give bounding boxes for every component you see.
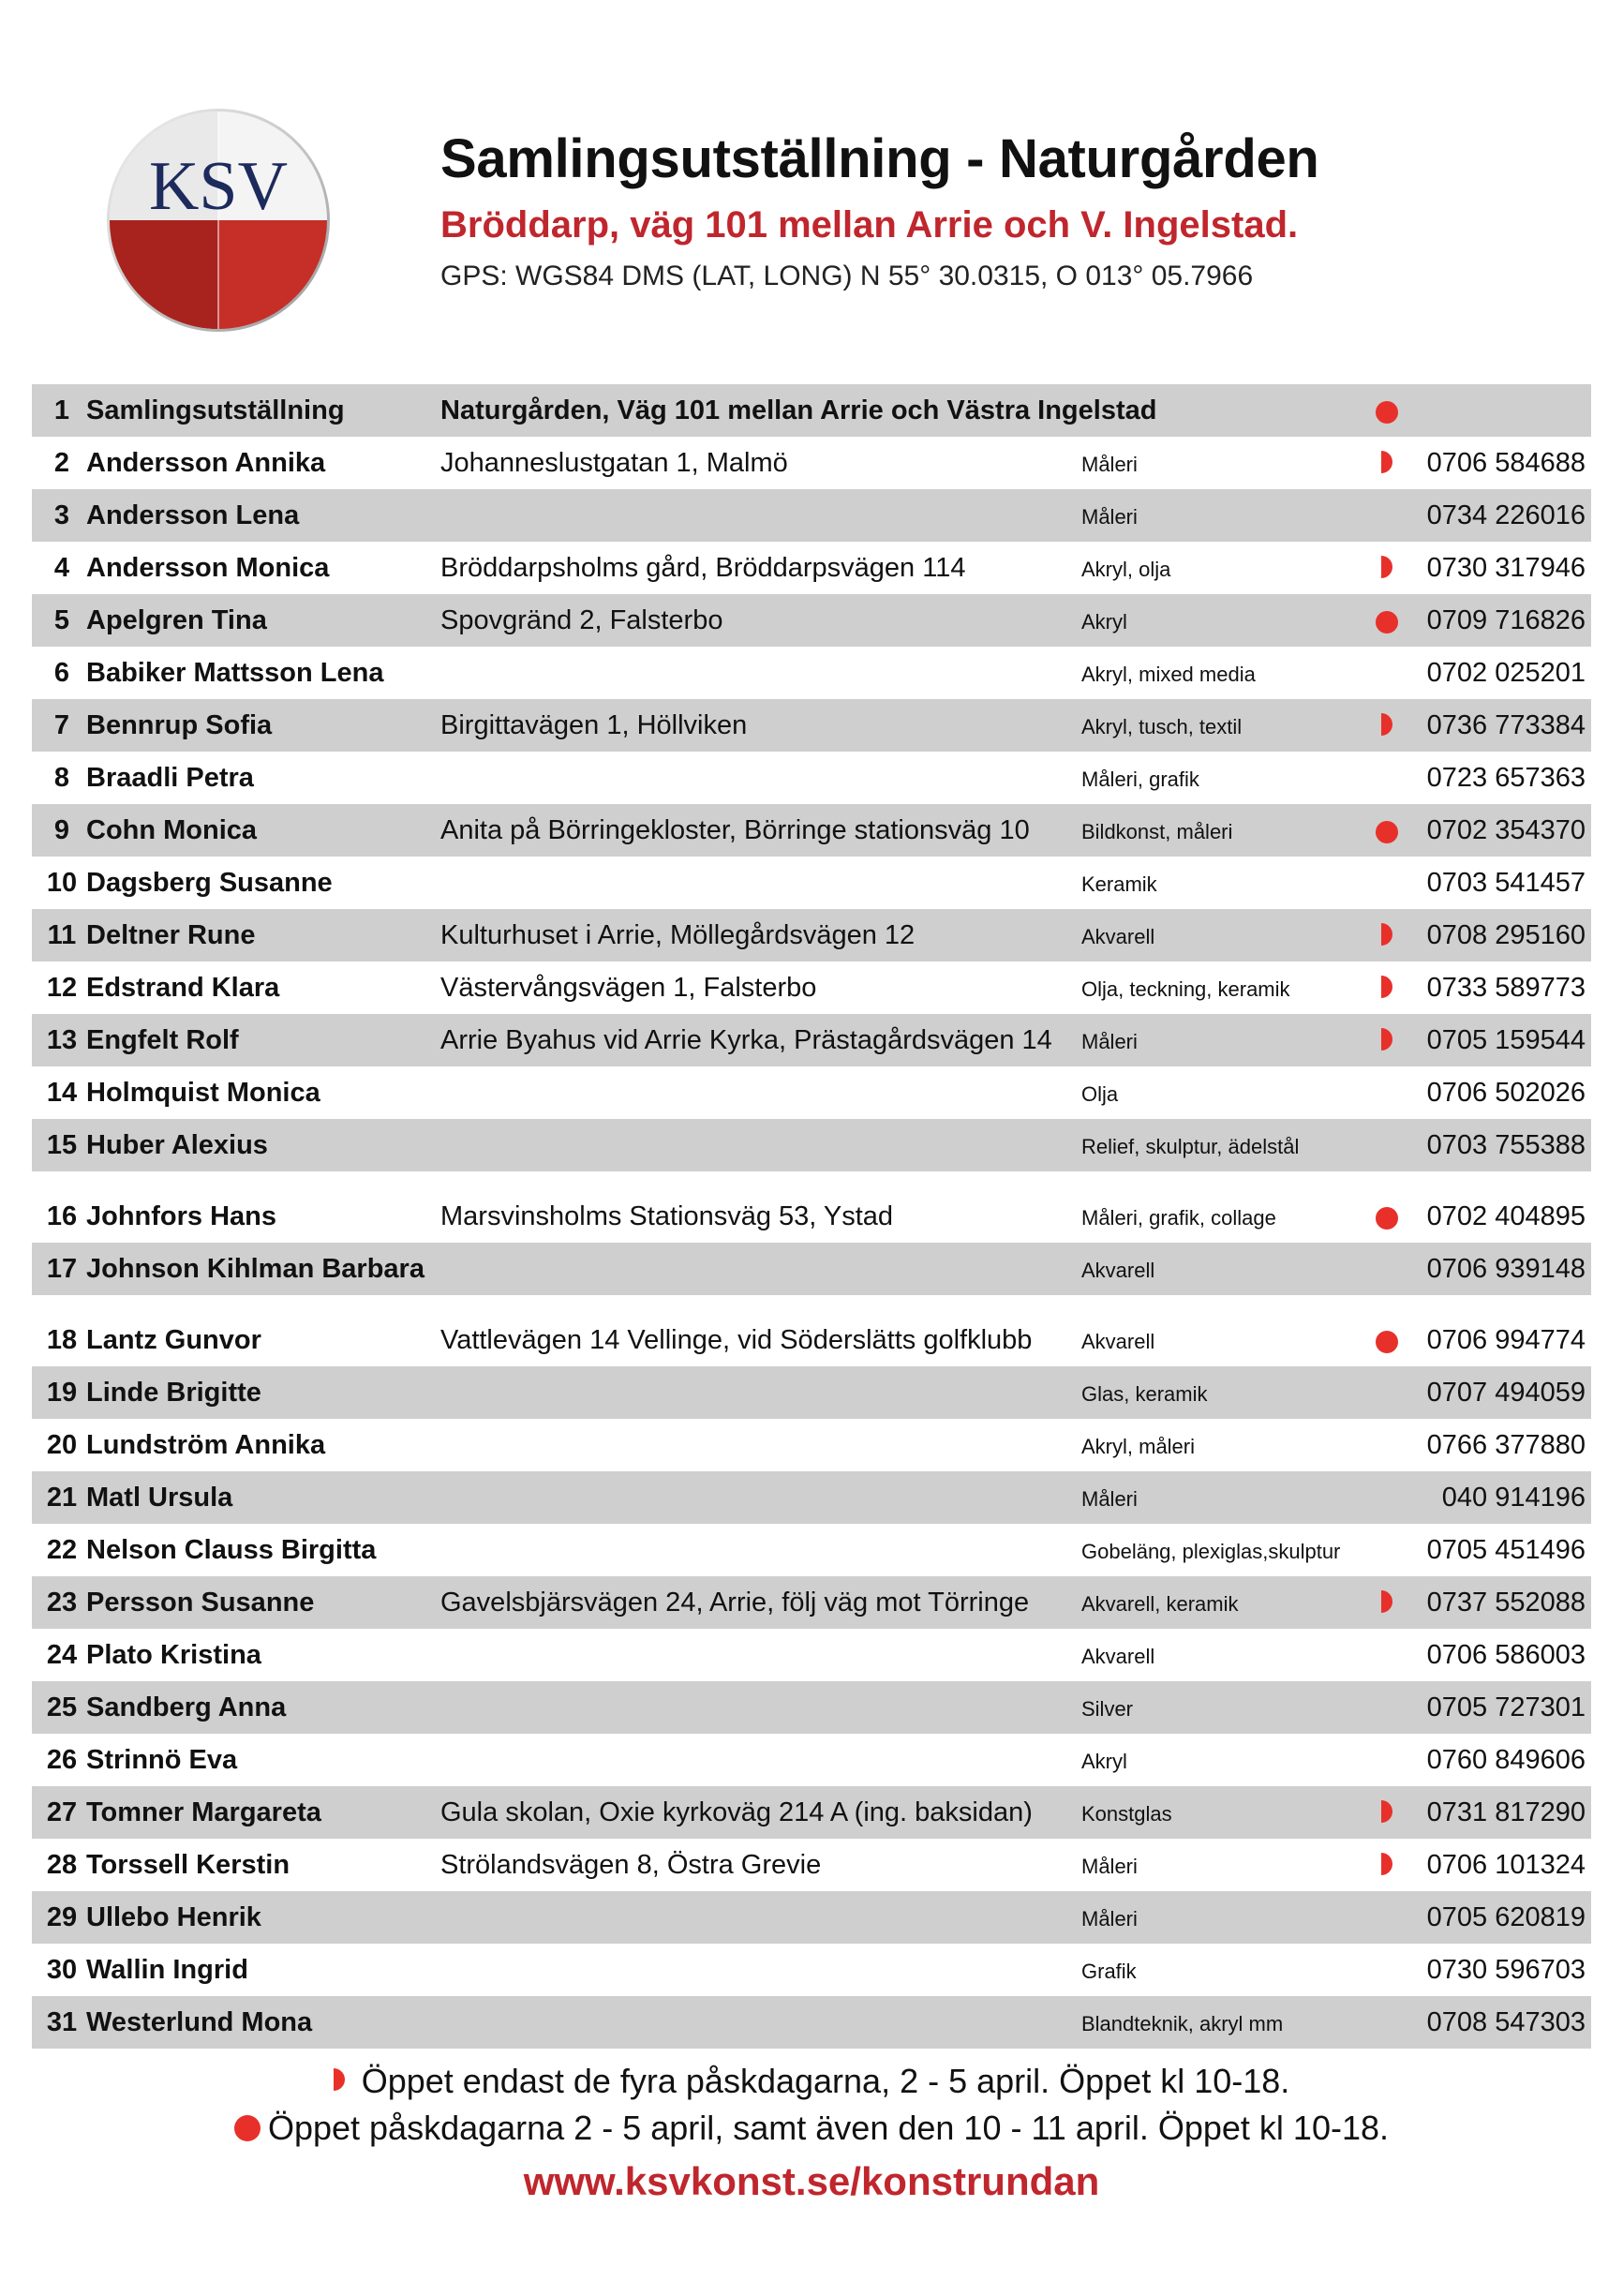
opening-marker	[1366, 1681, 1400, 1734]
address: Naturgården, Väg 101 mellan Arrie och Västra Ingelstad	[440, 395, 1157, 425]
row-number: 3	[53, 500, 70, 530]
address: Vattlevägen 14 Vellinge, vid Söderslätts golfklubb	[440, 1325, 1033, 1355]
address: Spovgränd 2, Falsterbo	[440, 605, 723, 635]
row-number: 10	[46, 868, 78, 898]
artist-name: Bennrup Sofia	[86, 710, 273, 740]
opening-marker	[1366, 1734, 1400, 1786]
phone-number: 0705 159544	[1426, 1025, 1586, 1055]
technique: Måleri	[1081, 1855, 1138, 1878]
technique: Akvarell	[1081, 1330, 1155, 1353]
table-row	[32, 962, 1591, 1014]
technique: Akvarell	[1081, 1259, 1155, 1282]
technique: Olja	[1081, 1082, 1119, 1106]
table-row	[32, 804, 1591, 857]
artist-name: Lundström Annika	[86, 1430, 326, 1460]
phone-number: 0730 596703	[1426, 1955, 1586, 1985]
website-link[interactable]: www.ksvkonst.se/konstrundan	[523, 2159, 1100, 2203]
address: Johanneslustgatan 1, Malmö	[440, 448, 788, 478]
half-dot-icon	[334, 2068, 345, 2091]
table-row	[32, 1314, 1591, 1366]
legend-half-marker	[0, 2062, 1623, 2101]
artist-name: Dagsberg Susanne	[86, 868, 333, 898]
artist-name: Andersson Annika	[86, 448, 326, 478]
half-dot-icon	[1381, 1800, 1392, 1823]
opening-marker	[1366, 1524, 1400, 1576]
full-dot-icon	[1376, 1331, 1398, 1353]
phone-number: 0706 101324	[1426, 1850, 1586, 1880]
technique: Måleri	[1081, 1030, 1138, 1053]
table-row	[32, 1419, 1591, 1471]
phone-number: 0706 586003	[1426, 1640, 1586, 1670]
phone-number: 0702 404895	[1426, 1201, 1586, 1231]
opening-marker	[1366, 1419, 1400, 1471]
artist-name: Edstrand Klara	[86, 973, 280, 1003]
technique: Måleri	[1081, 1487, 1138, 1511]
gps-coordinates: GPS: WGS84 DMS (LAT, LONG) N 55° 30.0315, O 013° 05.7966	[440, 261, 1254, 291]
technique: Akryl	[1081, 1750, 1127, 1773]
location-subtitle: Bröddarp, väg 101 mellan Arrie och V. Ingelstad.	[440, 204, 1299, 246]
opening-marker	[1366, 1839, 1400, 1891]
phone-number: 0730 317946	[1426, 553, 1586, 583]
artist-name: Cohn Monica	[86, 815, 258, 845]
technique: Måleri, grafik, collage	[1081, 1206, 1276, 1230]
artist-name: Linde Brigitte	[86, 1378, 261, 1408]
row-number: 9	[53, 815, 70, 845]
artist-name: Tomner Margareta	[86, 1797, 321, 1827]
ksv-logo	[106, 108, 331, 333]
artist-name: Holmquist Monica	[86, 1078, 320, 1108]
table-row-header	[32, 384, 1591, 437]
opening-marker	[1366, 1243, 1400, 1295]
opening-marker	[1366, 1014, 1400, 1066]
half-dot-icon	[1381, 451, 1392, 473]
table-row	[32, 1524, 1591, 1576]
opening-marker	[1366, 1891, 1400, 1944]
technique: Konstglas	[1081, 1802, 1172, 1826]
row-number: 8	[53, 763, 70, 793]
phone-number: 0723 657363	[1426, 763, 1586, 793]
table-row	[32, 489, 1591, 542]
opening-marker	[1366, 962, 1400, 1014]
row-number: 24	[46, 1640, 78, 1670]
table-row	[32, 1576, 1591, 1629]
opening-marker	[1366, 1576, 1400, 1629]
artist-name: Ullebo Henrik	[86, 1902, 261, 1932]
row-number: 19	[46, 1378, 78, 1408]
phone-number: 0707 494059	[1426, 1378, 1586, 1408]
row-number: 7	[53, 710, 70, 740]
row-number: 5	[53, 605, 70, 635]
phone-number: 0737 552088	[1426, 1588, 1586, 1618]
half-dot-icon	[1381, 976, 1392, 998]
opening-marker	[1366, 542, 1400, 594]
opening-marker	[1366, 1786, 1400, 1839]
phone-number: 0703 541457	[1426, 868, 1586, 898]
table-row	[32, 1786, 1591, 1839]
full-dot-icon	[234, 2115, 261, 2141]
table-row	[32, 1066, 1591, 1119]
address: Arrie Byahus vid Arrie Kyrka, Prästagårdsvägen 14	[440, 1025, 1052, 1055]
artist-name: Johnfors Hans	[86, 1201, 277, 1231]
phone-number: 0702 354370	[1426, 815, 1586, 845]
row-number: 26	[46, 1745, 78, 1775]
phone-number: 0731 817290	[1426, 1797, 1586, 1827]
table-row	[32, 594, 1591, 647]
half-dot-icon	[1381, 1590, 1392, 1613]
phone-number: 0706 502026	[1426, 1078, 1586, 1108]
page-title: Samlingsutställning - Naturgården	[440, 128, 1319, 189]
opening-marker	[1366, 1629, 1400, 1681]
technique: Akvarell	[1081, 925, 1155, 948]
technique: Gobeläng, plexiglas,skulptur	[1081, 1540, 1341, 1563]
table-row	[32, 1366, 1591, 1419]
address: Gavelsbjärsvägen 24, Arrie, följ väg mot Törringe	[440, 1588, 1030, 1618]
phone-number: 0708 295160	[1426, 920, 1586, 950]
table-row	[32, 437, 1591, 489]
row-number: 22	[46, 1535, 78, 1565]
row-number: 23	[46, 1588, 78, 1618]
artist-name: Persson Susanne	[86, 1588, 315, 1618]
artist-name: Plato Kristina	[86, 1640, 261, 1670]
opening-marker	[1366, 1066, 1400, 1119]
row-number: 28	[46, 1850, 78, 1880]
row-number: 20	[46, 1430, 78, 1460]
table-row	[32, 1891, 1591, 1944]
phone-number: 0760 849606	[1426, 1745, 1586, 1775]
phone-number: 0706 994774	[1426, 1325, 1586, 1355]
address: Strölandsvägen 8, Östra Grevie	[440, 1850, 822, 1880]
artist-name: Andersson Lena	[86, 500, 300, 530]
opening-marker	[1366, 437, 1400, 489]
artist-name: Sandberg Anna	[86, 1692, 287, 1722]
opening-marker	[1366, 594, 1400, 647]
address: Bröddarpsholms gård, Bröddarpsvägen 114	[440, 553, 966, 583]
table-row	[32, 1839, 1591, 1891]
row-number: 2	[53, 448, 70, 478]
legend-half-text: Öppet endast de fyra påskdagarna, 2 - 5 april. Öppet kl 10-18.	[361, 2062, 1290, 2100]
opening-marker	[1366, 647, 1400, 699]
technique: Måleri	[1081, 505, 1138, 529]
artist-name: Huber Alexius	[86, 1130, 268, 1160]
row-number: 31	[46, 2007, 78, 2037]
technique: Relief, skulptur, ädelstål	[1081, 1135, 1300, 1158]
opening-marker	[1366, 1996, 1400, 2049]
table-row	[32, 1996, 1591, 2049]
technique: Olja, teckning, keramik	[1081, 977, 1290, 1001]
artist-name: Wallin Ingrid	[86, 1955, 248, 1985]
table-row	[32, 1243, 1591, 1295]
table-row	[32, 1471, 1591, 1524]
address: Gula skolan, Oxie kyrkoväg 214 A (ing. baksidan)	[440, 1797, 1033, 1827]
opening-marker	[1366, 909, 1400, 962]
technique: Silver	[1081, 1697, 1134, 1721]
technique: Akryl, olja	[1081, 558, 1171, 581]
table-row	[32, 1629, 1591, 1681]
table-row	[32, 1119, 1591, 1171]
table-row	[32, 857, 1591, 909]
row-number: 4	[53, 553, 70, 583]
logo-text: KSV	[148, 148, 289, 225]
full-dot-icon	[1376, 611, 1398, 634]
table-row	[32, 1014, 1591, 1066]
row-number: 17	[46, 1254, 78, 1284]
address: Marsvinsholms Stationsväg 53, Ystad	[440, 1201, 894, 1231]
half-dot-icon	[1381, 556, 1392, 578]
artist-name: Babiker Mattsson Lena	[86, 658, 384, 688]
table-row	[32, 1681, 1591, 1734]
phone-number: 0708 547303	[1426, 2007, 1586, 2037]
address: Västervångsvägen 1, Falsterbo	[440, 973, 817, 1003]
artist-name: Strinnö Eva	[86, 1745, 238, 1775]
opening-marker	[1366, 804, 1400, 857]
table-row	[32, 1190, 1591, 1243]
phone-number: 0733 589773	[1426, 973, 1586, 1003]
table-row	[32, 699, 1591, 752]
full-dot-icon	[1376, 1207, 1398, 1230]
artist-name: Johnson Kihlman Barbara	[86, 1254, 424, 1284]
phone-number: 0705 727301	[1426, 1692, 1586, 1722]
opening-marker	[1366, 384, 1400, 437]
half-dot-icon	[1381, 713, 1392, 736]
row-number: 21	[46, 1483, 78, 1513]
row-number: 30	[46, 1955, 78, 1985]
artist-name: Deltner Rune	[86, 920, 256, 950]
legend-full-text: Öppet påskdagarna 2 - 5 april, samt även den 10 - 11 april. Öppet kl 10-18.	[267, 2109, 1390, 2147]
technique: Bildkonst, måleri	[1081, 820, 1233, 843]
row-number: 25	[46, 1692, 78, 1722]
technique: Blandteknik, akryl mm	[1081, 2012, 1284, 2035]
phone-number: 0734 226016	[1426, 500, 1586, 530]
row-number: 18	[46, 1325, 78, 1355]
phone-number: 0705 620819	[1426, 1902, 1586, 1932]
opening-marker	[1366, 1944, 1400, 1996]
technique: Keramik	[1081, 872, 1157, 896]
opening-marker	[1366, 752, 1400, 804]
half-dot-icon	[1381, 1853, 1392, 1875]
row-number: 13	[46, 1025, 78, 1055]
artist-name: Westerlund Mona	[86, 2007, 313, 2037]
row-number: 29	[46, 1902, 78, 1932]
opening-marker	[1366, 857, 1400, 909]
artist-name: Engfelt Rolf	[86, 1025, 239, 1055]
phone-number: 0766 377880	[1426, 1430, 1586, 1460]
phone-number: 0703 755388	[1426, 1130, 1586, 1160]
half-dot-icon	[1381, 923, 1392, 946]
row-number: 15	[46, 1130, 78, 1160]
opening-marker	[1366, 1314, 1400, 1366]
technique: Grafik	[1081, 1960, 1137, 1983]
phone-number: 040 914196	[1441, 1483, 1586, 1513]
table-row	[32, 647, 1591, 699]
artist-name: Lantz Gunvor	[86, 1325, 261, 1355]
opening-marker	[1366, 1190, 1400, 1243]
artist-table	[32, 384, 1591, 2049]
full-dot-icon	[1376, 401, 1398, 424]
technique: Glas, keramik	[1081, 1382, 1208, 1406]
phone-number: 0709 716826	[1426, 605, 1586, 635]
opening-marker	[1366, 1119, 1400, 1171]
technique: Akvarell, keramik	[1081, 1592, 1239, 1616]
artist-name: Samlingsutställning	[86, 395, 345, 425]
technique: Måleri	[1081, 453, 1138, 476]
phone-number: 0706 939148	[1426, 1254, 1586, 1284]
phone-number: 0736 773384	[1426, 710, 1586, 740]
address: Anita på Börringekloster, Börringe stationsväg 10	[440, 815, 1030, 845]
opening-marker	[1366, 1366, 1400, 1419]
phone-number: 0702 025201	[1426, 658, 1586, 688]
artist-name: Nelson Clauss Birgitta	[86, 1535, 377, 1565]
artist-name: Andersson Monica	[86, 553, 330, 583]
legend-full-marker	[0, 2109, 1623, 2148]
artist-name: Apelgren Tina	[86, 605, 267, 635]
technique: Akryl, tusch, textil	[1081, 715, 1243, 738]
opening-marker	[1366, 489, 1400, 542]
phone-number: 0705 451496	[1426, 1535, 1586, 1565]
table-row	[32, 542, 1591, 594]
row-number: 12	[46, 973, 78, 1003]
opening-marker	[1366, 1471, 1400, 1524]
technique: Akryl, mixed media	[1081, 663, 1256, 686]
row-number: 16	[46, 1201, 78, 1231]
full-dot-icon	[1376, 821, 1398, 843]
table-row	[32, 752, 1591, 804]
opening-marker	[1366, 699, 1400, 752]
row-number: 14	[46, 1078, 78, 1108]
row-number: 27	[46, 1797, 78, 1827]
artist-name: Torssell Kerstin	[86, 1850, 290, 1880]
technique: Måleri, grafik	[1081, 768, 1199, 791]
half-dot-icon	[1381, 1028, 1392, 1051]
row-number: 11	[47, 920, 77, 950]
table-row	[32, 1944, 1591, 1996]
artist-name: Matl Ursula	[86, 1483, 233, 1513]
row-number: 6	[53, 658, 70, 688]
row-number: 1	[53, 395, 70, 425]
technique: Akryl, måleri	[1081, 1435, 1196, 1458]
technique: Akvarell	[1081, 1645, 1155, 1668]
address: Birgittavägen 1, Höllviken	[440, 710, 748, 740]
table-row	[32, 909, 1591, 962]
artist-name: Braadli Petra	[86, 763, 254, 793]
phone-number: 0706 584688	[1426, 448, 1586, 478]
technique: Måleri	[1081, 1907, 1138, 1931]
address: Kulturhuset i Arrie, Möllegårdsvägen 12	[440, 920, 916, 950]
technique: Akryl	[1081, 610, 1127, 634]
table-row	[32, 1734, 1591, 1786]
